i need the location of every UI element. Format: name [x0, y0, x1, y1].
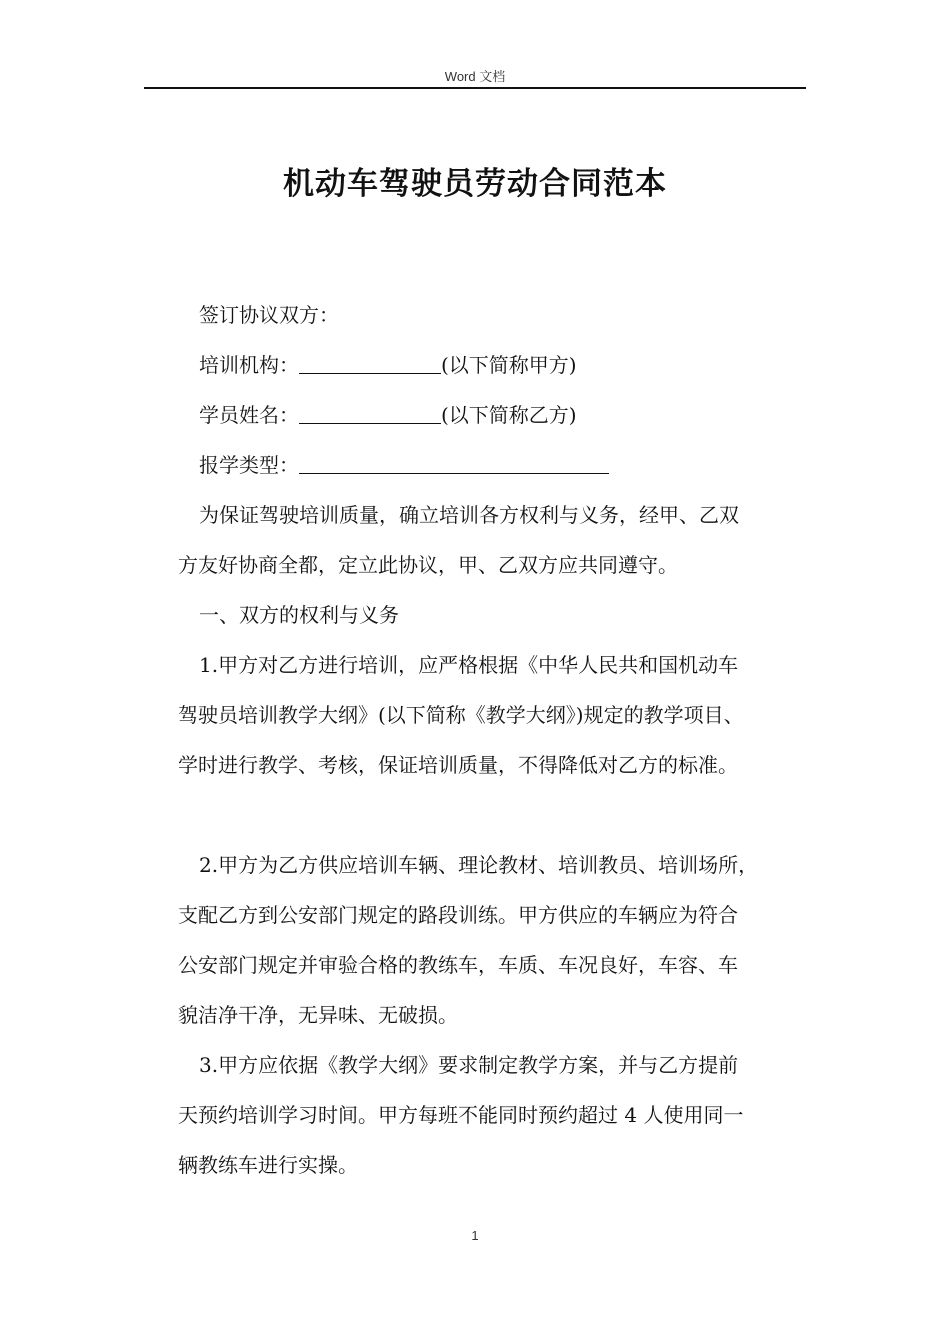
student-suffix: (以下简称乙方) [441, 403, 577, 427]
preamble-line-1: 为保证驾驶培训质量，确立培训各方权利与义务，经甲、乙双 [199, 503, 739, 527]
clause2-line-3: 公安部门规定并审验合格的教练车，车质、车况良好，车容、车 [178, 953, 738, 977]
document-body [178, 290, 806, 1190]
license-type-blank-field[interactable] [299, 449, 609, 474]
clause2-line-2: 支配乙方到公安部门规定的路段训练。甲方供应的车辆应为符合 [178, 903, 738, 927]
student-label: 学员姓名： [199, 403, 299, 427]
student-blank-field[interactable] [299, 399, 441, 424]
page-number: 1 [471, 1228, 479, 1243]
institution-blank-field[interactable] [299, 349, 441, 374]
clause2-line-4: 貌洁净干净，无异味、无破损。 [178, 1003, 458, 1027]
clause3-line-2: 天预约培训学习时间。甲方每班不能同时预约超过 4 人使用同一 [178, 1103, 744, 1127]
clause2-line-1: 2.甲方为乙方供应培训车辆、理论教材、培训教员、培训场所， [199, 853, 759, 877]
institution-line [178, 340, 806, 390]
clause3-line-1: 3.甲方应依据《教学大纲》要求制定教学方案，并与乙方提前 [199, 1053, 739, 1077]
parties-intro: 签订协议双方： [199, 303, 339, 327]
institution-suffix: (以下简称甲方) [441, 353, 577, 377]
clause1-line-3: 学时进行教学、考核，保证培训质量，不得降低对乙方的标准。 [178, 753, 738, 777]
institution-label: 培训机构： [199, 353, 299, 377]
clause1-line-1: 1.甲方对乙方进行培训，应严格根据《中华人民共和国机动车 [199, 653, 739, 677]
paragraph-gap [178, 790, 806, 840]
preamble-line-2: 方友好协商全都，定立此协议，甲、乙双方应共同遵守。 [178, 553, 678, 577]
clause1-line-2: 驾驶员培训教学大纲》(以下简称《教学大纲》)规定的教学项目、 [178, 703, 744, 727]
document-title: 机动车驾驶员劳动合同范本 [283, 166, 667, 202]
header-divider [144, 87, 806, 89]
section-heading: 一、双方的权利与义务 [199, 603, 399, 627]
license-type-label: 报学类型： [199, 453, 299, 477]
student-line [178, 390, 806, 440]
license-type-line [178, 440, 806, 490]
page-header: Word 文档 [444, 69, 506, 84]
clause3-line-3: 辆教练车进行实操。 [178, 1153, 358, 1177]
